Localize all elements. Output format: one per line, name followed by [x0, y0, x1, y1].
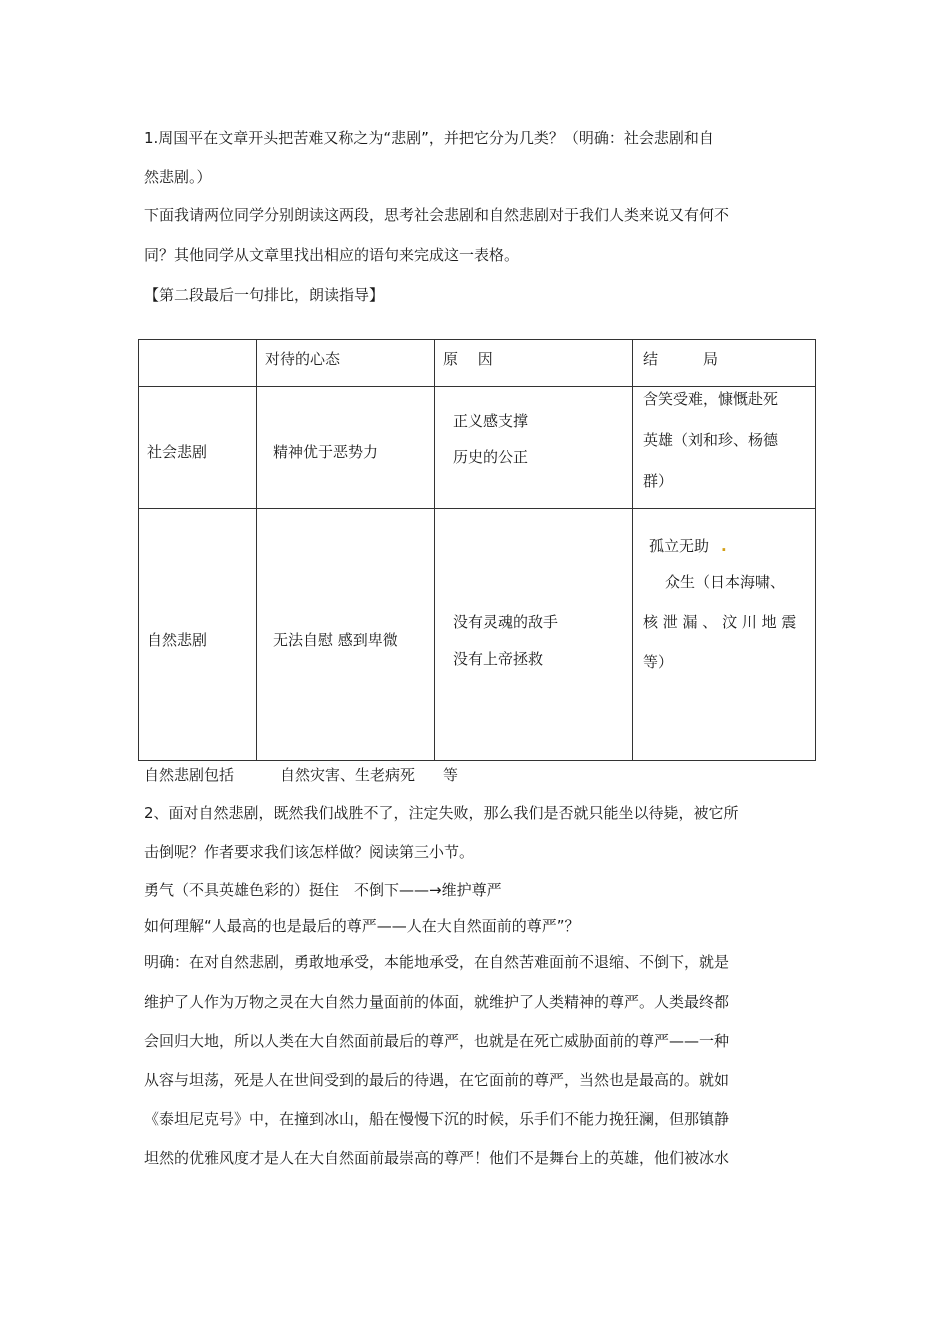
header-cell-result: 结 局: [633, 340, 816, 387]
answer-line-1: 明确：在对自然悲剧，勇敢地承受，本能地承受，在自然苦难面前不退缩、不倒下，就是: [144, 953, 730, 971]
header-cell-empty: [139, 340, 257, 387]
row-natural-type: 自然悲剧: [139, 509, 257, 761]
natural-tragedy-includes: 自然悲剧包括 自然灾害、生老病死 等: [144, 766, 459, 784]
question-1-line-1: 1.周国平在文章开头把苦难又称之为“悲剧”，并把它分为几类？（明确：社会悲剧和自: [144, 129, 714, 147]
row-natural-reason: 没有灵魂的敌手 没有上帝拯救: [435, 509, 633, 761]
table-row-social: [139, 387, 816, 509]
reading-guide-note: 【第二段最后一句排比，朗读指导】: [144, 286, 385, 304]
row-natural-attitude: 无法自慰 感到卑微: [257, 509, 435, 761]
instruction-line-1: 下面我请两位同学分别朗读这两段，思考社会悲剧和自然悲剧对于我们人类来说又有何不: [144, 206, 730, 224]
how-to-understand: 如何理解“人最高的也是最后的尊严——人在大自然面前的尊严”？: [144, 917, 580, 935]
header-cell-reason: 原 因: [435, 340, 633, 387]
row-social-reason: 正义感支撑 历史的公正: [435, 387, 633, 509]
instruction-line-2: 同？其他同学从文章里找出相应的语句来完成这一表格。: [144, 246, 520, 264]
highlight-dot: .: [721, 537, 727, 555]
question-2-line-2: 击倒呢？作者要求我们该怎样做？阅读第三小节。: [144, 843, 475, 861]
answer-line-3: 会回归大地，所以人类在大自然面前最后的尊严，也就是在死亡威胁面前的尊严——一种: [144, 1032, 730, 1050]
row-social-attitude: 精神优于恶势力: [257, 387, 435, 509]
courage-line: 勇气（不具英雄色彩的）挺住 不倒下——→维护尊严: [144, 881, 502, 899]
question-1-line-2: 然悲剧。）: [144, 168, 212, 186]
header-cell-attitude: 对待的心态: [257, 340, 435, 387]
row-natural-result: 孤立无助 . 众生（日本海啸、 核 泄 漏 、 汶 川 地 震 等）: [633, 509, 816, 761]
question-2-line-1: 2、面对自然悲剧，既然我们战胜不了，注定失败，那么我们是否就只能坐以待毙，被它所: [144, 804, 739, 822]
tragedy-comparison-table: [138, 339, 816, 761]
row-social-result: 含笑受难，慷慨赴死 英雄（刘和珍、杨德 群）: [633, 387, 816, 509]
table-row-natural: [139, 509, 816, 761]
row-social-type: 社会悲剧: [139, 387, 257, 509]
answer-line-5: 《泰坦尼克号》中，在撞到冰山，船在慢慢下沉的时候，乐手们不能力挽狂澜，但那镇静: [144, 1110, 730, 1128]
table-header-row: [139, 340, 816, 387]
answer-line-4: 从容与坦荡，死是人在世间受到的最后的待遇，在它面前的尊严，当然也是最高的。就如: [144, 1071, 730, 1089]
answer-line-2: 维护了人作为万物之灵在大自然力量面前的体面，就维护了人类精神的尊严。人类最终都: [144, 993, 730, 1011]
answer-line-6: 坦然的优雅风度才是人在大自然面前最崇高的尊严！他们不是舞台上的英雄，他们被冰水: [144, 1149, 730, 1167]
